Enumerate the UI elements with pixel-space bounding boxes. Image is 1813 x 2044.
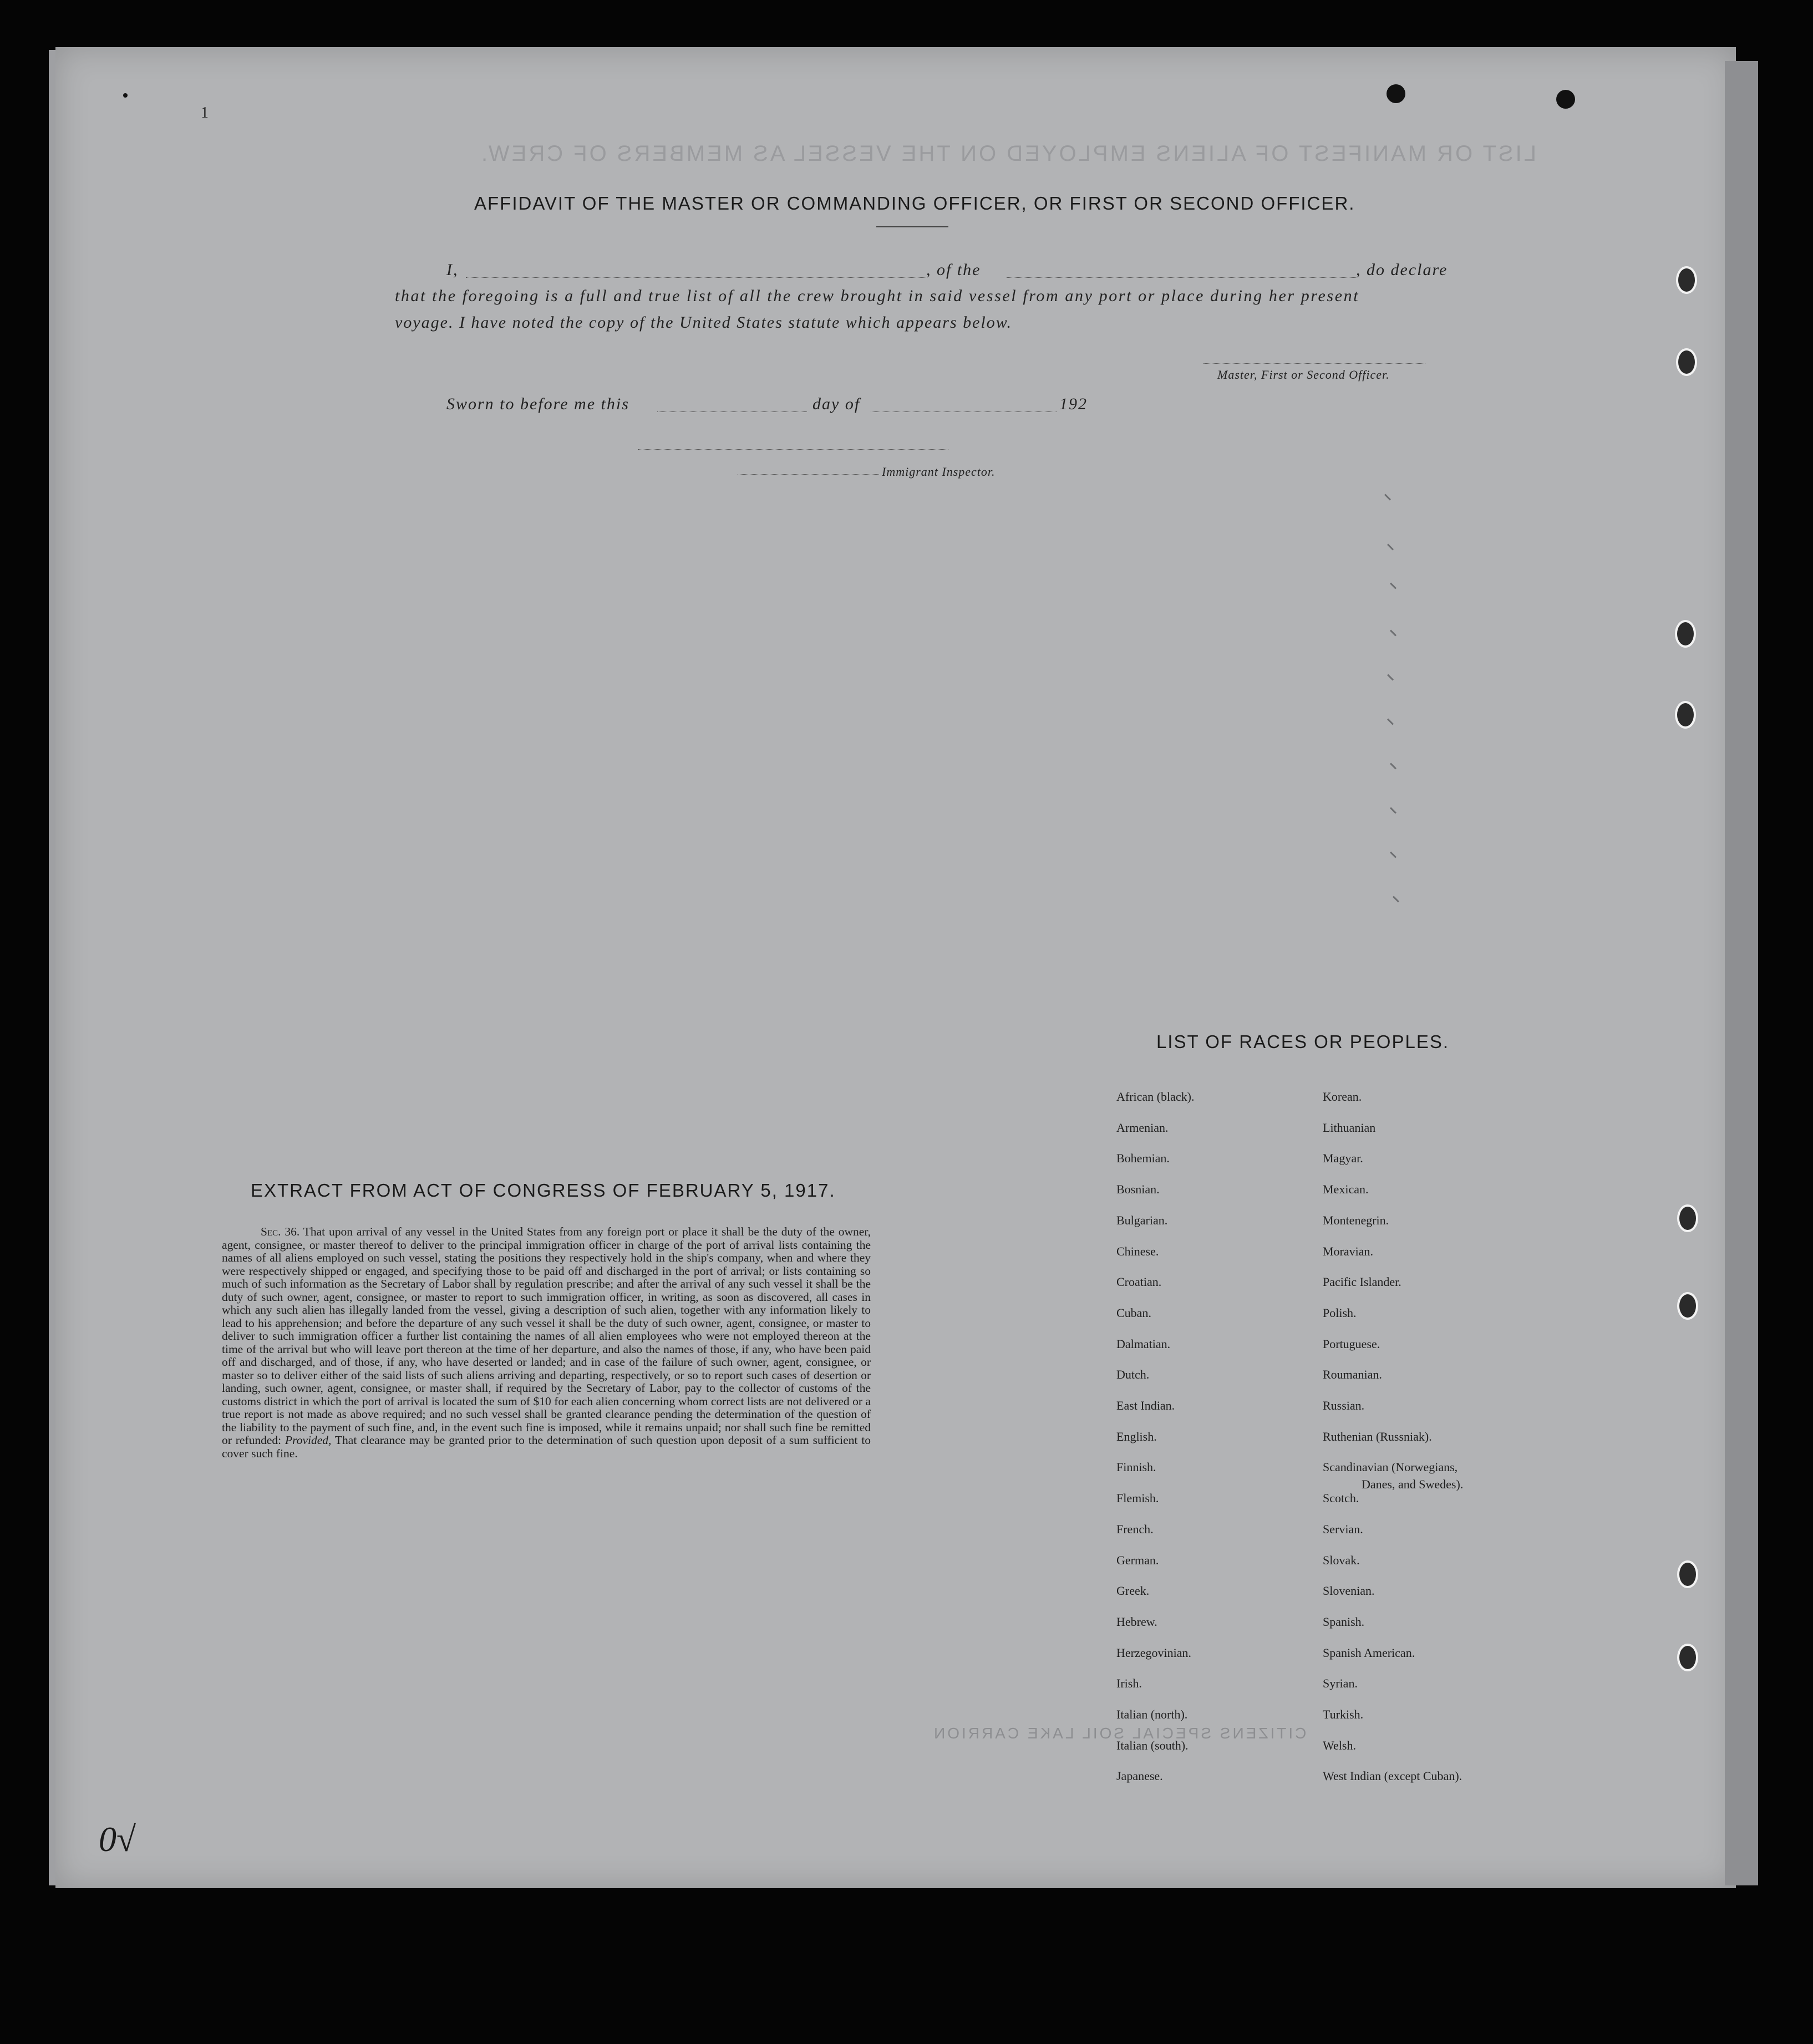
race-item-left: Greek. [1116, 1584, 1150, 1598]
race-item-left: German. [1116, 1553, 1159, 1567]
race-item-left: Hebrew. [1116, 1614, 1157, 1629]
race-item-left: English. [1116, 1429, 1157, 1443]
binder-hole [1677, 1204, 1698, 1232]
race-item-right: Spanish American. [1323, 1645, 1415, 1660]
binder-hole [1675, 620, 1696, 648]
race-item-right: Servian. [1323, 1522, 1363, 1536]
affidavit-line-2: that the foregoing is a full and true list of all the crew brought in said vessel from any port or place during her present [395, 287, 1360, 305]
race-item-left: Bosnian. [1116, 1182, 1160, 1197]
provided-word: Provided, [285, 1433, 332, 1447]
race-item-right: Moravian. [1323, 1244, 1374, 1258]
inspector-signature-line [638, 449, 948, 450]
race-item-right: Slovenian. [1323, 1584, 1375, 1598]
binder-hole [1677, 1292, 1698, 1320]
section-text: That upon arrival of any vessel in the United States from any foreign port or place it shall be the duty of the owner, agent, consignee, or master thereof to deliver to the principal immigration officer in charge of the port of arrival lists containing the names of all aliens employed on such vessel, stating the positions they respectively hold in the ship's company, when and where they were respectively shipped or engaged, and specifying those to be paid off and discharged in the port of arrival; or lists containing so much of such information as the Secretary of Labor shall by regulation prescribe; and after the arrival of any such vessel it shall be the duty of such owner, agent, consignee, or master to report to such immigration officer, in writing, as soon as discovered, all cases in which any such alien has illegally landed from the vessel, giving a description of such alien, together with any information likely to lead to his apprehension; and before the departure of any such vessel it shall be the duty of such owner, agent, consignee, or master to deliver to such immigration officer a further list containing the names of all alien employees who were not employed thereon at the time of the arrival but who will leave port thereon at the time of her departure, and also the names of those, if any, who have been paid off and discharged, and of those, if any, who have deserted or landed; and in case of the failure of such owner, agent, consignee, or master so to deliver either of the said lists of such aliens arriving and departing, respectively, or so to report such cases of desertion or landing, such owner, agent, consignee, or master shall, if required by the Secretary of Labor, pay to the collector of customs of the customs district in which the port of arrival is located the sum of $10 for each alien concerning whom correct lists are not delivered or a true report is not made as above required; and no such vessel shall be granted clearance pending the determination of the question of the liability to the payment of such fine, and, in the event such fine is imposed, while it remains unpaid; nor shall such fine be remitted or refunded: [222, 1225, 871, 1447]
race-item-right: Lithuanian [1323, 1120, 1376, 1135]
race-item-right: Portuguese. [1323, 1336, 1380, 1351]
race-item-left: Italian (north). [1116, 1707, 1188, 1721]
race-item-left: Bohemian. [1116, 1151, 1170, 1166]
binder-hole [1676, 266, 1697, 294]
speck-dot [123, 93, 128, 98]
binder-hole [1677, 1644, 1698, 1671]
race-item-right: Korean. [1323, 1090, 1362, 1104]
race-item-left: Croatian. [1116, 1275, 1162, 1289]
declarant-name-line [466, 277, 926, 278]
bleed-through-text: LIST OR MANIFEST OF ALIENS EMPLOYED ON THE VESSEL AS MEMBERS OF CREW. [479, 141, 1536, 166]
race-item-right: Spanish. [1323, 1614, 1365, 1629]
title-rule [876, 226, 948, 227]
vessel-prefix: , of the [926, 261, 981, 279]
declarant-prefix: I, [446, 261, 459, 279]
race-item-right: West Indian (except Cuban). [1323, 1769, 1462, 1783]
race-item-right: Russian. [1323, 1399, 1365, 1412]
race-item-left: Herzegovinian. [1116, 1645, 1191, 1660]
race-item-left: Japanese. [1116, 1769, 1163, 1783]
section-label: Sec. 36. [261, 1225, 300, 1238]
binder-hole [1676, 348, 1697, 376]
corner-number: 1 [201, 104, 209, 121]
race-item-right: Syrian. [1323, 1676, 1358, 1691]
extract-body [222, 1226, 871, 1460]
race-item-right: Mexican. [1323, 1182, 1369, 1197]
race-item-right: Scotch. [1323, 1491, 1359, 1506]
race-item-left: Finnish. [1116, 1460, 1156, 1474]
inspector-label: Immigrant Inspector. [882, 465, 996, 479]
master-signature-line [1203, 363, 1425, 364]
race-item-right: Montenegrin. [1323, 1213, 1389, 1227]
sworn-month-line [871, 411, 1057, 412]
extract-title: EXTRACT FROM ACT OF CONGRESS OF FEBRUARY 5, 1917. [251, 1180, 836, 1201]
races-title: LIST OF RACES OR PEOPLES. [1156, 1031, 1450, 1052]
race-item-right: Roumanian. [1323, 1367, 1382, 1382]
race-item-right: Turkish. [1323, 1707, 1364, 1721]
sworn-prefix: Sworn to before me this [446, 395, 629, 413]
year-prefix: 192 [1059, 395, 1088, 413]
sworn-day-line [657, 411, 807, 412]
race-item-left: Armenian. [1116, 1120, 1169, 1135]
race-item-right: Pacific Islander. [1323, 1275, 1401, 1289]
race-item-right: Slovak. [1323, 1553, 1360, 1567]
race-item-left: Italian (south). [1116, 1738, 1189, 1752]
master-label: Master, First or Second Officer. [1217, 368, 1390, 382]
race-item-right: Polish. [1323, 1305, 1357, 1320]
race-item-left: East Indian. [1116, 1399, 1175, 1412]
race-item-left: Chinese. [1116, 1244, 1159, 1258]
race-item-left: Irish. [1116, 1676, 1142, 1691]
race-item-right: Magyar. [1323, 1151, 1363, 1166]
race-item-left: Cuban. [1116, 1305, 1151, 1320]
day-of-label: day of [812, 395, 861, 413]
declare-suffix: , do declare [1356, 261, 1448, 279]
stamp-ghost: CITIZENS SPECIAL SOIL LAKE CARRION [932, 1725, 1307, 1742]
vessel-name-line [1007, 277, 1356, 278]
provided-text: That clearance may be granted prior to the determination of such question upon deposit of a sum sufficient to cover such fine. [222, 1433, 871, 1460]
punch-dot [1556, 90, 1575, 109]
race-item-right: Ruthenian (Russniak). [1323, 1429, 1432, 1443]
affidavit-title: AFFIDAVIT OF THE MASTER OR COMMANDING OFFICER, OR FIRST OR SECOND OFFICER. [474, 193, 1355, 213]
punch-dot [1387, 84, 1405, 103]
race-item-left: Dalmatian. [1116, 1336, 1171, 1351]
handwritten-mark: 0√ [99, 1819, 136, 1859]
race-item-left: Bulgarian. [1116, 1213, 1168, 1227]
inspector-line-lead [738, 474, 879, 475]
race-item-left: Flemish. [1116, 1491, 1159, 1506]
race-item-left: African (black). [1116, 1090, 1195, 1104]
affidavit-line-3: voyage. I have noted the copy of the United States statute which appears below. [395, 313, 1013, 332]
race-item-left: Dutch. [1116, 1367, 1150, 1382]
binder-hole [1677, 1560, 1698, 1588]
race-item-right: Scandinavian (Norwegians, [1323, 1460, 1458, 1474]
paper-right-edge [1725, 61, 1758, 1885]
race-scandinavian-cont: Danes, and Swedes). [1362, 1477, 1464, 1491]
race-item-right: Welsh. [1323, 1738, 1356, 1752]
binder-hole [1675, 701, 1696, 729]
race-item-left: French. [1116, 1522, 1154, 1536]
